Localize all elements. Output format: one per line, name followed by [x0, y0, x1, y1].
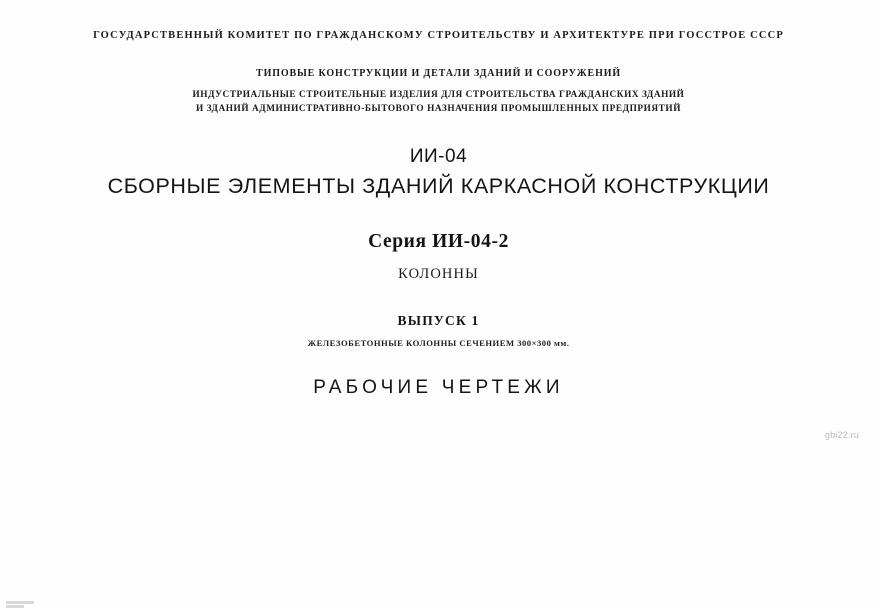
page-title: СБОРНЫЕ ЭЛЕМЕНТЫ ЗДАНИЙ КАРКАСНОЙ КОНСТРУКЦИИ	[107, 174, 770, 198]
series-code: ИИ-04	[409, 146, 468, 167]
issue-description: ЖЕЛЕЗОБЕТОННЫЕ КОЛОННЫ СЕЧЕНИЕМ 300×300 мм.	[307, 338, 570, 348]
publisher-organization-line: ГОСУДАРСТВЕННЫЙ КОМИТЕТ ПО ГРАЖДАНСКОМУ СТРОИТЕЛЬСТВУ И АРХИТЕКТУРЕ ПРИ ГОССТРОЕ СССР	[93, 30, 784, 41]
watermark-label: gbi22.ru	[824, 430, 859, 440]
issue-number: ВЫПУСК 1	[397, 313, 480, 328]
corner-artifact-bar-1	[6, 601, 34, 604]
scope-subtitle-line-2: И ЗДАНИЙ АДМИНИСТРАТИВНО-БЫТОВОГО НАЗНАЧЕНИЯ ПРОМЫШЛЕННЫХ ПРЕДПРИЯТИЙ	[196, 103, 681, 114]
series-designation: Серия ИИ-04-2	[368, 231, 509, 252]
document-kind: РАБОЧИЕ ЧЕРТЕЖИ	[313, 377, 564, 398]
corner-artifact-bar-2	[6, 605, 24, 608]
page-corner-artifact	[6, 601, 34, 608]
element-type-heading: КОЛОННЫ	[398, 266, 479, 282]
scope-subtitle-line-1: ИНДУСТРИАЛЬНЫЕ СТРОИТЕЛЬНЫЕ ИЗДЕЛИЯ ДЛЯ СТРОИТЕЛЬСТВА ГРАЖДАНСКИХ ЗДАНИЙ	[192, 90, 685, 100]
collection-subtitle: ТИПОВЫЕ КОНСТРУКЦИИ И ДЕТАЛИ ЗДАНИЙ И СООРУЖЕНИЙ	[256, 68, 621, 79]
scope-subtitle	[0, 89, 877, 116]
